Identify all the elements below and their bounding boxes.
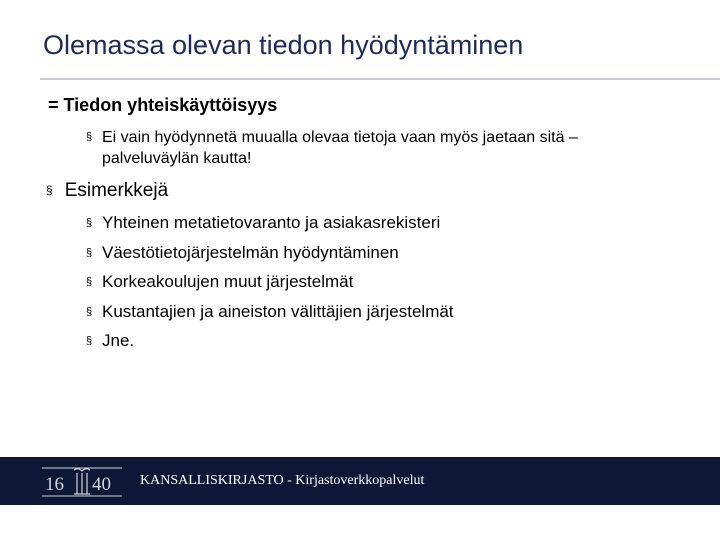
logo-year-left: 16 (45, 474, 64, 495)
sub-point-text: Ei vain hyödynnetä muualla olevaa tietoja vaan myös jaetaan sitä – palveluväylän kautta! (102, 129, 578, 167)
list-item (86, 267, 454, 297)
bullet-icon: § (86, 217, 93, 229)
bullet-icon: § (86, 276, 93, 288)
footer-text: KANSALLISKIRJASTO - Kirjastoverkkopalvelut (140, 473, 425, 488)
main-bullet (46, 180, 168, 202)
list-item-text: Väestötietojärjestelmän hyödyntäminen (102, 242, 399, 262)
list-item-text: Yhteinen metatietovaranto ja asiakasrekisteri (102, 213, 441, 232)
main-bullet-text: Esimerkkejä (64, 180, 169, 201)
national-library-logo-icon (40, 461, 124, 501)
footer-bar (0, 457, 720, 505)
bullet-icon: § (86, 305, 93, 318)
bullet-icon: § (86, 335, 93, 347)
list-item-text: Korkeakoulujen muut järjestelmät (102, 272, 354, 291)
bullet-icon: § (86, 246, 93, 259)
bullet-icon: § (46, 183, 53, 197)
logo-year-right: 40 (92, 474, 111, 495)
definition-line: = Tiedon yhteiskäyttöisyys (48, 95, 278, 115)
list-item (86, 238, 454, 268)
list-item (86, 208, 454, 238)
column-emblem-icon (74, 469, 90, 494)
list-item-text: Jne. (102, 331, 135, 350)
slide-title: Olemassa olevan tiedon hyödyntäminen (43, 30, 524, 60)
list-item (86, 297, 454, 327)
list-item-text: Kustantajien ja aineiston välittäjien järjestelmät (102, 301, 454, 321)
title-divider (40, 78, 720, 80)
examples-list (86, 208, 454, 356)
sub-point (86, 127, 666, 169)
bullet-icon: § (86, 131, 93, 143)
list-item (86, 326, 454, 356)
